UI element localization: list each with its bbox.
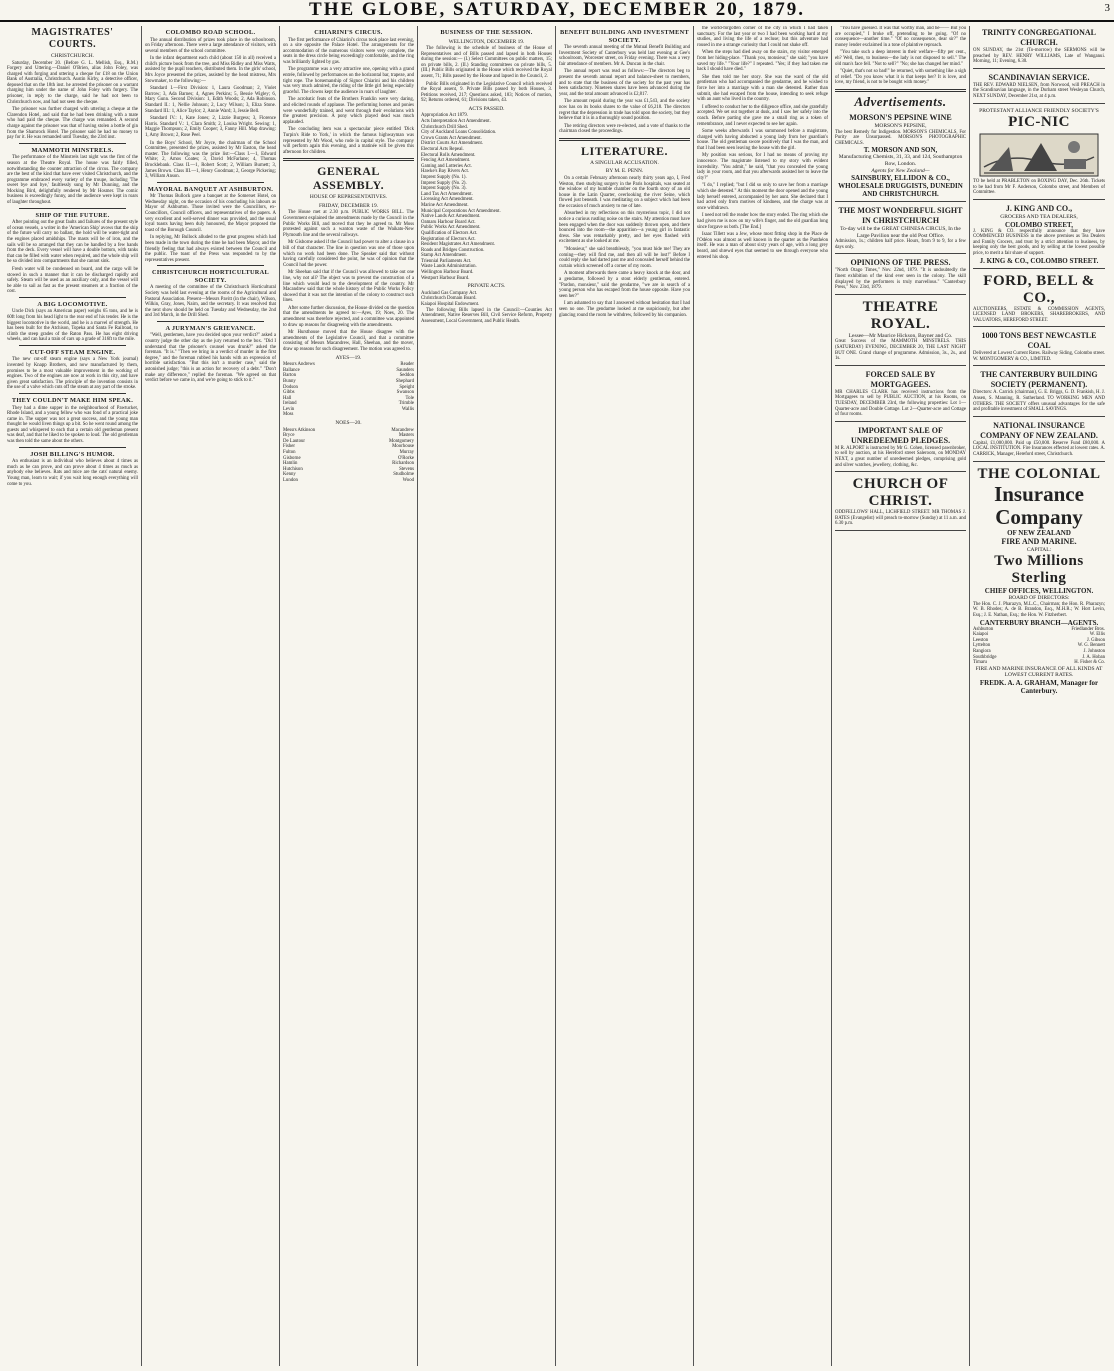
act-item: Public Works Act Amendment. xyxy=(421,225,481,231)
ad-trinity-church xyxy=(973,26,1105,69)
agents-list xyxy=(973,627,1105,666)
ad-heading: MORSON'S PEPSINE WINE xyxy=(849,112,952,122)
ad-subheading: OF NEW ZEALAND xyxy=(1007,528,1071,537)
article-paragraph: A meeting of the committee of the Christchurch Horticultural Society was held last evening at the rooms of the Agricultural and Pastoral Association. Present—Messrs Pavitt (in the chair), Wilson, Wilkin, Gray, Jones, Nairn, and the secretary. It was resolved that the next show should be held on Tuesday and Wednesday, the 2nd and 3rd March, in the Drill Shed. xyxy=(145,285,276,319)
horticultural-heading: CHRISTCHURCH HORTICULTURAL SOCIETY. xyxy=(151,269,270,284)
column-6 xyxy=(694,26,832,1366)
ad-subheading: To-day will be the GREAT CHINESA CIRCUS, In the Large Pavilion near the old Post Office. xyxy=(840,226,961,239)
article-paragraph: Isaac Tillett was a Jew, whose most fitting shop in the Place de l'Odéon was almost as well known in the quarter as the Panthéon itself. He was a man of about sixty years of age, with a long grey beard, and shrewd eyes that seemed to see through everyone who entered his shop. xyxy=(697,232,828,260)
agent-item: Leeston J. Gibson xyxy=(973,637,1105,643)
acts-heading: ACTS PASSED. xyxy=(468,105,505,112)
list-item: Hall Tole xyxy=(283,395,414,401)
newspaper-title: THE GLOBE, SATURDAY, DECEMBER 20, 1879. xyxy=(309,0,805,20)
act-item: Fencing Act Amendment. xyxy=(421,158,471,164)
agent-item: Ashburton Friedlander Bros. xyxy=(973,626,1105,632)
ad-text: Delivered at Lowest Current Rates. Railway Siding, Colombo street. W. MONTGOMERY & CO., LIMITED. xyxy=(973,351,1105,362)
ad-heading: NATIONAL INSURANCE COMPANY OF NEW ZEALAND. xyxy=(980,420,1098,440)
ad-agents-label: Agents for New Zealand— xyxy=(871,167,930,174)
capital-label: CAPITAL: xyxy=(1026,546,1052,553)
ad-text: AUCTIONEERS, ESTATE & COMMISSION AGENTS, LICENSED LAND BROKERS, SHAREBROKERS, AND VALUATORS, HEREFORD STREET. xyxy=(973,306,1105,323)
double-divider xyxy=(835,89,966,92)
column-3 xyxy=(280,26,418,1366)
act-item: Imprest Supply (No. 3). xyxy=(421,186,467,192)
column-7 xyxy=(832,26,970,1366)
list-item: Kenny Studholme xyxy=(283,472,414,478)
article-paragraph: Absorbed in my reflections on this mysterious topic, I did not notice a curious rustling noise on the stairs. My attention must have been engaged when the door was suddenly thrown open, and there bounced into the room—the apparition—a young girl in fantastic dress. She was remarkably pretty, and her eyes flashed with excitement as she looked at me. xyxy=(559,211,690,245)
article-paragraph: The amount repaid during the year was £1,543, and the society now has on its books shares to the value of £6,218. The directors regret that the depression in trade has told upon the society, but they believe that it is in a thoroughly sound position. xyxy=(559,99,690,122)
ad-subheading: FIRE AND MARINE. xyxy=(1001,536,1077,546)
list-item: Ballance Saunders xyxy=(283,367,414,373)
ad-heading: THEATRE ROYAL. xyxy=(862,298,939,332)
minstrels-heading: MAMMOTH MINSTRELS. xyxy=(31,146,114,154)
act-item: Hawke's Bay Rivers Act. xyxy=(421,169,470,175)
ad-subheading: COLOMBO STREET, xyxy=(1005,220,1073,229)
ad-address: J. KING & CO., COLOMBO STREET. xyxy=(979,256,1099,265)
article-paragraph: The concluding item was a spectacular piece entitled 'Dick Turpin's Ride to York,' in which the famous highwayman was represented by Mr Wood, who rode in capital style. The company will perform again this evening, and a matinée will be given this afternoon for children. xyxy=(283,127,414,155)
ad-heading: PROTESTANT ALLIANCE FRIENDLY SOCIETY'S xyxy=(979,107,1099,114)
article-paragraph: "Monsieur," she said breathlessly, "you must hide me! They are coming—they will find me, and then all will be lost!" Before I could reply she had darted past me and concealed herself behind the curtain which screened off a corner of my room. xyxy=(559,247,690,269)
board-text: The Hon. C. J. Pharazyn, M.L.C., Chairman; the Hon. R. Pharazyn; W. B. Rhodes; A. de B. Brandon, Esq., M.H.R.; W. Hort Levin, Esq.; J. E. Nathan, Esq.; the Hon. W. Fitzherbert. xyxy=(973,601,1105,618)
article-paragraph: Standard I.—First Division: 1, Laura Goodman; 2, Violet Barrow; 3, Ada Barnes; 4, Agnes Perkins; 5, Bessie Wigley; 6, Mary Gunn. Second Division: 1, Edith Woods; 2, Ada Robinson. Standard II.: 1, Nellie Johnson; 2, Lucy Wilson; 3, Eliza Stone. Standard III.: 1, Alice Taylor; 2, Annie Ward; 3, Jessie Bell. xyxy=(145,86,276,114)
act-item: Imprest Supply (No. 2). xyxy=(421,180,467,186)
act-item: Stamp Act Amendment. xyxy=(421,253,467,259)
act-item: Qualification of Electors Act. xyxy=(421,230,478,236)
ad-heading: THE COLONIAL xyxy=(977,465,1101,482)
column-4 xyxy=(418,26,556,1366)
list-item: Levin Wallis xyxy=(283,406,414,412)
ad-heading: 1000 TONS BEST NEWCASTLE COAL xyxy=(981,331,1097,351)
billings-heading: JOSH BILLING'S HUMOR. xyxy=(30,450,115,458)
article-paragraph: "You take such a deep interest in their welfare—fifty per cent., eh? Well, then, to business—the lady is not disposed to sell." The old man's face fell. "Not to sell?" "No; she has changed her mind." xyxy=(835,50,966,67)
list-item: Gisborne O'Rorke xyxy=(283,455,414,461)
ad-text: ODDFELLOWS' HALL, LICHFIELD STREET. MR THOMAS J. BATES (Evangelist) will preach to-morrow (Sunday) at 11 a.m. and 6.30 p.m. xyxy=(835,510,966,527)
article-paragraph: In replying, Mr Bullock alluded to the great progress which had been made in the town during the time he had been Mayor, and the friendly feeling that had always existed between the Council and the public. The toast of the Press was responded to by the representatives present. xyxy=(145,235,276,263)
ad-heading: THE CANTERBURY BUILDING SOCIETY (PERMANENT). xyxy=(980,370,1098,390)
noes-list xyxy=(283,428,414,484)
general-assembly-heading: GENERAL ASSEMBLY. xyxy=(312,164,385,193)
ad-firm: T. MORSON AND SON, xyxy=(863,146,938,155)
ad-text: The best Remedy for Indigestion. MORSON'S CHEMICALS, For Purity are Unsurpassed. MORSON'S PHOTOGRAPHIC CHEMICALS. xyxy=(835,129,966,146)
column-1 xyxy=(4,26,142,1366)
article-paragraph: The performance of the Minstrels last night was the first of the season at the Theatre Royal. The house was fairly filled, notwithstanding the counter attraction of the circus. The company are the best of the kind that have ever visited Christchurch, and the programme embraced every variety of the troupe, including 'The sweet bye and bye,' faultlessly sung by Mr Dunning, and the Mocking Bird, delightfully rendered by Mr Hosmer. The comic business is exceedingly funny, and the audience were kept in roars of laughter throughout. xyxy=(7,155,138,206)
act-item: Electoral Rolls Amendment. xyxy=(421,152,476,158)
masthead xyxy=(0,0,1114,22)
double-divider xyxy=(283,158,414,161)
article-paragraph: An enthusiast is an individual who believes about 4 times as much as he can prove, and can prove about 4 times as much as anybody else believes. Rats and mice are the cats' natural enemy. Young man, learn to wait; if you wait long enough everything will come to you. xyxy=(7,459,138,487)
agent-item: Southbridge J. A. Hoban xyxy=(973,654,1105,660)
ad-text: M R. ALPORT is instructed by Mr G. Cohen, licensed pawnbroker, to sell by auction, at his Hereford street Saleroom, on MONDAY NEXT, a great number of unredeemed pledges, comprising gold and silver watches, jewellery, clothing, &c. xyxy=(835,445,966,468)
article-paragraph: The first performance of Chiarini's circus took place last evening, on a site opposite the Palace Hotel. The arrangements for the accommodation of the numerous visitors were very complete, the seats in the dress circle being exceedingly comfortable, and the ring was brilliantly lighted by gas. xyxy=(283,37,414,65)
ad-text: Admission, 1s.; children half price. Hours, from 9 to 9, for a few days only. xyxy=(835,239,966,250)
act-item: Resident Magistrates Act Amendment. xyxy=(421,242,496,248)
list-item: Gibbs Swanson xyxy=(283,390,414,396)
ad-ford-bell xyxy=(973,271,1105,328)
article-paragraph: "Well, gentlemen, have you decided upon your verdict?" asked a country judge the other day as the jury returned to the box. "Did I understand that the prisoner's counsel was drunk?" asked the foreman. "It is." "Then we bring in a verdict of murder in the first degree," and the foreman rubbed his hands with an expression of horrible satisfaction. "But this isn't a murder case," said the astonished judge; "this is an action for recovery of a debt." "Don't make any difference," replied the foreman. "We agreed on that verdict before we came in, and we're going to stick to it." xyxy=(145,333,276,384)
act-item: Acts Interpretation Act Amendment. xyxy=(421,119,491,125)
school-heading: COLOMBO ROAD SCHOOL. xyxy=(165,29,256,36)
ad-church-of-christ xyxy=(835,474,966,531)
article-paragraph: "You have guessed. It was that worthy man, and he—— But you are occupied," I broke off, pretending to be going. "Of no consequence—another time." "Of no consequence, dear sir?" the money lender exclaimed in a tone of plaintive reproach. xyxy=(835,26,966,48)
double-divider xyxy=(559,138,690,141)
article-paragraph: Fresh water will be condensed on board, and the cargo will be stowed in such a manner that it can be discharged rapidly and safely. Steam will be used as an auxiliary only, and the vessel will be able to sail as fast as the present steamers at a fraction of the cost. xyxy=(7,266,138,295)
private-acts-list xyxy=(421,291,552,308)
ad-heading: J. KING AND CO., xyxy=(1005,203,1073,213)
article-paragraph: I offered to conduct her to the diligence office, and she gratefully accepted. We set out together at dusk, and I saw her safely into the coach. Before parting she gave me a small ring as a token of remembrance, and I never expected to see her again. xyxy=(697,104,828,127)
private-acts-heading: PRIVATE ACTS. xyxy=(467,283,506,290)
ad-text: TO be held at PRABLETON on BOXING DAY, Dec. 26th. Tickets to be had from Mr F. Anderson, Colombo street, and Members of Committee. xyxy=(973,179,1105,196)
ad-morson-pepsine xyxy=(835,111,966,202)
act-item: Licensing Act Amendment. xyxy=(421,197,474,203)
article-paragraph: On a certain February afternoon nearly thirty years ago, I, Fred Weston, then studying surgery in the Paris hospitals, was seated at the window of my humble chamber on the fourth story of an old house in the Latin Quarter, overlooking the river Seine, which flowed just beneath. I was meditating on a subject which had been the occasion of much anxiety to me of late. xyxy=(559,175,690,209)
divider xyxy=(157,321,264,322)
list-item: Barton Seddon xyxy=(283,373,414,379)
ad-newcastle-coal xyxy=(973,329,1105,366)
agent-item: Timaru H. Fisher & Co. xyxy=(973,660,1105,666)
divider xyxy=(19,143,126,144)
ad-text: Great Success of the MAMMOTH MINSTRELS. THIS (SATURDAY) EVENING, DECEMBER 20, THE LAST NIGHT BUT ONE. Grand change of programme. Admission, 3s., 2s., and 1s. xyxy=(835,339,966,362)
board-label: BOARD OF DIRECTORS: xyxy=(1008,595,1070,602)
list-item: Lundon Wood xyxy=(283,477,414,483)
ad-pledges-sale xyxy=(835,424,966,472)
ad-text: Directors: A. Carrick (chairman), G. E. Briggs, G. D. Frankish, H. J. Ansen, S. Manning, R. Sutherland. TO WORKING MEN AND OTHERS. THE SOCIETY offers unusual advantages for the safe and profitable investment of SMALL SAVINGS. xyxy=(973,390,1105,413)
agent-item: Lyttelton W. G. Bennett xyxy=(973,643,1105,649)
act-item: Crown Grants Act Amendment. xyxy=(421,135,482,141)
advertisements-heading: Advertisements. xyxy=(854,93,947,109)
act-item: Christchurch Drill Shed. xyxy=(421,124,469,130)
article-paragraph: In the infant department each child (about 150 in all) received a child's picture book from the tree, and Miss Ridley and Miss Watts, assisted by the pupil teachers, distributed them. In the girls' school, Mrs Joyce presented the prizes, assisted by the head mistress, Mrs Stowmaker, to the following:— xyxy=(145,56,276,84)
agents-label: CANTERBURY BRANCH—AGENTS. xyxy=(979,618,1099,627)
ad-national-insurance xyxy=(973,419,1105,462)
story-byline: BY M. E. PENN. xyxy=(605,168,644,175)
newspaper-columns xyxy=(4,26,1110,1366)
ad-subheading: Lessee—Mr Maurice Hickson, Bayner and Co. xyxy=(848,332,953,339)
ad-picnic xyxy=(973,106,1105,200)
ad-heading-large: PIC-NIC xyxy=(1008,114,1070,131)
article-paragraph: Some weeks afterwards I was summoned before a magistrate, charged with having abducted a young lady from her guardian's house. The old gentleman swore positively that I was the man, and that I had been seen leaving the house with the girl. xyxy=(697,129,828,151)
article-paragraph: Mr Hursthouse moved that the House disagree with the amendments of the Legislative Council, and that a committee consisting of Messrs Macandrew, Hall, Sheehan, and the mover, draw up reasons for such disagreement. The motion was agreed to. xyxy=(283,330,414,353)
page-number: 3 xyxy=(1104,2,1110,14)
story-title: A SINGULAR ACCUSATION. xyxy=(590,159,659,166)
act-item: Appropriation Act 1879. xyxy=(421,113,469,119)
article-paragraph: Mr Gisborne asked if the Council had power to alter a clause in a bill of that character. The line in question was one of those upon which no work had been done. The Speaker said that without having carefully considered the point, he was of opinion that the Council had the power. xyxy=(283,240,414,268)
article-paragraph: The following is the schedule of business of the House of Representatives and of Bills passed and lapsed in both Houses during the session:— (I.) Select Committees on public matters, 15; on private bills, 2. (II.) Standing committees on private bills, 5. (III.) Public Bills originated in the House which received the Royal assent, 71; Bills passed by the House and lapsed in the Council, 2. xyxy=(421,46,552,79)
ayes-heading: AYES—19. xyxy=(335,354,362,361)
ad-address: Manufacturing Chemists, 31, 33, and 124, Southampton Row, London. xyxy=(838,154,963,167)
ad-j-king xyxy=(973,202,1105,269)
list-item: De Lautour Montgomery xyxy=(283,438,414,444)
article-paragraph: The acrobatic feats of the Brothers Franklin were very daring, and elicited rounds of applause. The performing horses and ponies were wonderfully trained, and went through their evolutions with the greatest precision. A pony which played dead was much applauded. xyxy=(283,97,414,125)
ad-footer: FIRE AND MARINE INSURANCE OF ALL KINDS AT LOWEST CURRENT RATES. xyxy=(975,665,1103,679)
article-paragraph: The annual report was read as follows:—The directors beg to present the seventh annual report and balance-sheet to members, and to state that the business of the society for the past year has been satisfactory. Nineteen shares have been advanced during the year, and the total amount advanced is £2,817. xyxy=(559,69,690,97)
benefit-heading: BENEFIT BUILDING AND INVESTMENT SOCIETY. xyxy=(559,29,690,44)
article-paragraph: The retiring directors were re-elected, and a vote of thanks to the chairman closed the proceedings. xyxy=(559,123,690,135)
act-item: Marine Act Amendment. xyxy=(421,202,469,208)
act-item: Municipal Corporations Act Amendment. xyxy=(421,208,501,214)
article-paragraph: I need not tell the reader how the story ended. The ring which she had given me is now on my wife's finger, and the old guardian long since forgave us both. [The End.] xyxy=(697,213,828,230)
act-item: Gaming and Lotteries Act. xyxy=(421,163,472,169)
article-paragraph: the world-forgotten corner of the city in which I had taken sanctuary. For the last year or two I had been working hard at my studies, and living the life of a recluse; but this adventure had roused in me a strange curiosity that I could not shake off. xyxy=(697,26,828,48)
list-item: Bryce Masters xyxy=(283,433,414,439)
list-item: Dodson Speight xyxy=(283,384,414,390)
speak-heading: THEY COULDN'T MAKE HIM SPEAK. xyxy=(11,397,134,404)
picnic-engraving-image xyxy=(979,133,1099,177)
act-item: Electoral Acts Repeal. xyxy=(421,147,464,152)
divider xyxy=(19,345,126,346)
ad-heading-large: Insurance Company xyxy=(994,481,1084,529)
capital-value: Two Millions Sterling xyxy=(994,553,1084,587)
list-item: Fisher Moorhouse xyxy=(283,444,414,450)
article-paragraph: The annual distribution of prizes took place in the schoolroom, on Friday afternoon. There were a large attendance of visitors, with several members of the school committee. xyxy=(145,37,276,54)
article-paragraph: The programme was a very attractive one, opening with a grand entrée, followed by performances on the horizontal bar, trapeze, and tight rope. The horsemanship of Signor Chiarini and his children was very much admired, the riding of the little girl being especially graceful. The clowns kept the audience in roars of laughter. xyxy=(283,67,414,95)
ad-text: J. KING & CO. respectfully announce that they have COMMENCED BUSINESS in the above premises as Tea Dealers and Family Grocers, and trust by a strict attention to business, by keeping only the best goods, and by selling at the lowest possible price, to merit a fair share of support. xyxy=(973,228,1105,256)
ad-heading: IMPORTANT SALE OF UNREDEEMED PLEDGES. xyxy=(850,425,951,445)
agent-item: Rangiora J. Johnston xyxy=(973,648,1105,654)
act-item: Imprest Supply (No. 1). xyxy=(421,174,467,180)
act-item: City of Auckland Loans Consolidation. xyxy=(421,130,497,136)
date-subheading: FRIDAY, DECEMBER 19. xyxy=(318,202,378,209)
agent-item: Kaiapoi W. Ellis xyxy=(973,632,1105,638)
ad-text: Capital, £1,000,000. Paid up £50,000. Reserve Fund £80,000. A LOCAL INSTITUTION. Fire Insurances effected at lowest rates. A. CARRICK, Manager, Hereford street, Christchurch. xyxy=(973,440,1105,458)
list-item: Bunny Shephard xyxy=(283,378,414,384)
ad-text: ON SUNDAY, the 21st (To-morrow) the SERMONS will be preached by REV. HENRY WILLIAMS, Late of Wanganui. Morning, 11; Evening, 6.30. xyxy=(973,48,1105,65)
ad-text: THE REV. EDWARD NIELSEN, from Norwood, will PREACH in the Scandinavian language, in the Durham street Wesleyan Church, NEXT SUNDAY, December 21st, at 4 p.m. xyxy=(973,82,1105,99)
list-item: Messrs Atkinson Macandrew xyxy=(283,427,414,433)
article-paragraph: In the Boys' School, Mr Joyce, the chairman of the School Committee, presented the prizes, assisted by Mr Easton, the head master. The following was the prize list:—Class I.—1, Edward White; 2, Amos Coates; 3, David McFarlane; 4, Thomas Brocklebank. Class II.—1, Robert Scott; 2, William Burnett; 3, James Brown. Class III.—1, Henry Goodman; 2, George Pickering; 3, William Anson. xyxy=(145,140,276,180)
house-subheading: HOUSE OF REPRESENTATIVES. xyxy=(309,194,388,201)
list-item: Ireland Trimble xyxy=(283,401,414,407)
divider xyxy=(19,208,126,209)
chief-office: CHIEF OFFICES, WELLINGTON. xyxy=(984,587,1094,596)
act-item: Land Tax Act Amendment. xyxy=(421,191,473,197)
article-paragraph: I am ashamed to say that I answered without hesitation that I had seen no one. The gendarme looked at me suspiciously, but after glancing round the room he withdrew, followed by his companion. xyxy=(559,301,690,318)
ad-heading: TRINITY CONGREGATIONAL CHURCH. xyxy=(981,28,1096,47)
magistrates-heading: MAGISTRATES' COURTS. xyxy=(31,27,114,50)
act-item: Roads and Bridges Construction. xyxy=(421,247,485,253)
ad-heading: SCANDINAVIAN SERVICE. xyxy=(988,72,1090,82)
banquet-heading: MAYORAL BANQUET AT ASHBURTON. xyxy=(147,185,274,193)
private-act-item: Auckland Gas Company Act. xyxy=(421,290,478,296)
business-heading: BUSINESS OF THE SESSION. xyxy=(440,29,533,36)
ad-heading: CHURCH OF CHRIST. xyxy=(852,476,949,510)
column-5 xyxy=(556,26,694,1366)
article-paragraph: When the steps had died away on the stairs, my visitor emerged from her hiding-place. "Thank you, monsieur," she said; "you have saved my life." "Your life?" I repeated. "Yes; if they had taken me back I should have died." xyxy=(697,50,828,73)
ad-theatre-royal xyxy=(835,297,966,366)
list-item: Moss xyxy=(283,412,294,418)
article-paragraph: Uncle Dick (says an American paper) weighs 65 tons, and he is 60ft long from his head light to the rear end of his tender. He is the biggest locomotive in the world, and he is a marvel of strength. He has been built for the Atchison, Topeka and Santa Fe Railroad, to climb the steep grades of the Raton Pass. He has eight driving wheels, and can haul a train of cars up a grade of 316ft to the mile. xyxy=(7,309,138,343)
ad-subheading: GROCERS AND TEA DEALERS, xyxy=(1000,213,1078,220)
article-paragraph: A moment afterwards there came a heavy knock at the door, and a gendarme, followed by a stout elderly gentleman, entered. "Pardon, monsieur," said the gendarme, "we are in search of a young person who has escaped from the house opposite. Have you seen her?" xyxy=(559,271,690,299)
article-paragraph: After some further discussion, the House divided on the question that the amendments be agreed to:—Ayes, 19; Noes, 20. The amendment was therefore rejected, and a committee was appointed to draw up reasons for disagreeing with the amendments. xyxy=(283,305,414,328)
private-act-item: Kaiapoi Hospital Endowment. xyxy=(421,301,480,307)
ad-heading: THE MOST WONDERFUL SIGHT IN CHRISTCHURCH xyxy=(838,206,963,226)
act-item: Waste Lands Administration. xyxy=(421,264,477,270)
divider xyxy=(19,393,126,394)
list-item: Hutchison Stevens xyxy=(283,466,414,472)
ad-heading: FORD, BELL & CO., xyxy=(983,272,1095,306)
act-item: Oamaru Harbour Board Act. xyxy=(421,219,476,225)
ad-forced-sale xyxy=(835,368,966,422)
article-paragraph: Mr Thomas Bullock gave a banquet at the Somerset Hotel, on Wednesday night, on the occasion of his concluding his labours as Mayor of Ashburton. Those invited were the Councillors, ex-Councillors, Council officers, and representatives of the papers. A very excellent and well-served dinner was provided, and the usual loyal toasts having been duly honoured, the Mayor proposed the toast of the Borough Council. xyxy=(145,194,276,233)
article-paragraph: Saturday, December 20. (Before G. L. Mellish, Esq., R.M.) Forgery and Uttering.—Daniel O'Brien, alias John Foley, was charged with forging and uttering a cheque for £18 on the Union Bank of Australia, Christchurch. Austin Kirby, a detective officer, deposed that on the 18th inst. he arrested the prisoner on a warrant charging him under the name of John Foley with forgery. The prisoner, in reply to the charge, said he had not been to Christchurch now, and had not seen the cheque. xyxy=(7,60,138,105)
article-paragraph: They had a dime supper in the neighbourhood of Pawtucket, Rhode Island, and a young fellow who was fond of a practical joke came in. The supper was not a great success, and the young man thought he would liven things up a bit. So he went round among the guests and whispered to each that a certain old gentleman present was deaf, and that he liked to be spoken to loud. The old gentleman was then told the same about the others. xyxy=(7,405,138,445)
private-act-item: Christchurch Domain Board. xyxy=(421,296,477,302)
grievance-heading: A JURYMAN'S GRIEVANCE. xyxy=(165,324,256,332)
article-paragraph: The prisoner was further charged with uttering a cheque at the Clarendon Hotel, and said that he had been drinking with a mate who had paid the cheque. The charge was remanded. A second charge against the prisoner was that of having stolen a bottle of gin from the Shamrock Hotel. The prisoner said he had no money to pay for it. He was remanded until Tuesday, the 23rd inst. xyxy=(7,107,138,141)
column-2 xyxy=(142,26,280,1366)
list-item: Messrs Andrews Reader xyxy=(283,362,414,368)
ad-subheading: MORSON'S PEPSINE, xyxy=(874,122,927,129)
ad-press-opinions xyxy=(835,256,966,294)
act-item: Westport Harbour Board. xyxy=(421,275,470,281)
article-paragraph: Standard IV.: 1, Kate Jones; 2, Lizzie Burgess; 3, Florence Harris. Standard V.: 1, Clara Smith; 2, Louisa Wright. Sewing: 1, Maggie Thompson; 2, Emily Cooper; 3, Fanny Hill. Map drawing: 1, Amy Brown; 2, Rose Peel. xyxy=(145,116,276,138)
article-paragraph: The seventh annual meeting of the Mutual Benefit Building and Investment Society of Canterbury was held last evening at Gee's schoolroom, Worcester street, on Friday evening. There was a very fair attendance of members. Mr A. Duncan in the chair. xyxy=(559,45,690,67)
article-paragraph: "Quiet, that's not so bad!" he returned, with something like a sigh of relief. "Do you know what it is that keeps her? It is love, and love, my friend, is not to be bought with money." xyxy=(835,69,966,86)
locomotive-heading: A BIG LOCOMOTIVE. xyxy=(37,300,108,308)
dateline: WELLINGTON, DECEMBER 19. xyxy=(448,38,525,45)
act-item: Wellington Harbour Board. xyxy=(421,270,474,276)
article-paragraph: Mr Sheehan said that if the Council was allowed to take out one line, why not all? The object was to prevent the construction of a line which would lead to the development of the country. Mr Macandrew said that the whole history of the Public Works Policy showed that it was not the intention of the colony to construct such lines. xyxy=(283,270,414,304)
list-item: Fulton Murray xyxy=(283,449,414,455)
article-paragraph: "I do," I replied; "but I did so only to save her from a marriage which she detested." At this moment the door opened and the young lady herself entered, accompanied by her aunt. She declared that I had acted only from motives of kindness, and the charge was at once withdrawn. xyxy=(697,183,828,211)
ad-chinese-circus xyxy=(835,204,966,254)
article-paragraph: The new cut-off steam engine (says a New York journal) invented by Knapp Brothers, and now manufactured by them, promises to be a most valuable improvement in the working of engines. Two of the engines are now at work in this city, and have given great satisfaction. The principle of the invention consists in the use of a valve which cuts off the steam at any part of the stroke. xyxy=(7,357,138,391)
literature-heading: LITERATURE. xyxy=(581,143,668,158)
divider xyxy=(19,297,126,298)
act-item: Native Lands Act Amendment. xyxy=(421,214,481,220)
divider xyxy=(157,182,264,183)
manager-name: FREDK. A. A. GRAHAM, Manager for Canterbury. xyxy=(979,678,1099,695)
ad-colonial-insurance xyxy=(973,464,1105,698)
article-paragraph: Public Bills originated in the Legislative Council which received the Royal assent, 9. Private Bills passed by both Houses, 3. Petitions received, 217; Questions asked, 183; Notices of motion, 92; Returns ordered, 61; Divisions taken, 43. xyxy=(421,81,552,104)
ad-building-society xyxy=(973,368,1105,416)
act-item: District Courts Act Amendment. xyxy=(421,141,484,147)
column-8 xyxy=(970,26,1108,1366)
act-item: Triennial Parliaments Act. xyxy=(421,258,472,264)
noes-heading: NOES—20. xyxy=(335,420,362,427)
ad-heading: FORCED SALE BY MORTGAGEES. xyxy=(865,369,936,389)
ship-heading: SHIP OF THE FUTURE. xyxy=(35,211,110,219)
article-paragraph: The House met at 2.30 p.m. PUBLIC WORKS BILL. The Government explained the amendments made by the Council in the Public Works Bill, and moved that they be agreed to. Mr Moss protested against such a wanton waste of the Waikato-New Plymouth line and the several railways. xyxy=(283,210,414,238)
divider xyxy=(157,265,264,266)
article-paragraph: The following Bills lapsed in the Council:—Counties Act Amendment, Native Reserves Bill, Civil Service Reform, Property Assessment, Local Government, and Public Health. xyxy=(421,307,552,324)
ad-text: MR CHARLES CLARK has received instructions from the Mortgagees to sell by PUBLIC AUCTION, at his Rooms, on TUESDAY, DECEMBER 23rd, the following properties: Lot 1—Quarter-acre and Double Cottage. Lot 2—Quarter-acre and Cottage of four rooms. xyxy=(835,389,966,418)
divider xyxy=(19,447,126,448)
list-item: Hamlin Richardson xyxy=(283,461,414,467)
article-paragraph: She then told me her story. She was the ward of the old gentleman who had accompanied the gendarme, and he wished to force her into a marriage with a man she detested. Rather than submit, she had escaped from the house, intending to seek refuge with an aunt who lived in the country. xyxy=(697,74,828,103)
article-paragraph: My position was serious, for I had no means of proving my innocence. The magistrate listened to my story with evident incredulity. "You admit," he said, "that you concealed the young lady in your room, and that you afterwards assisted her to leave the city?" xyxy=(697,153,828,181)
ad-scandinavian-service xyxy=(973,71,1105,104)
ad-heading: OPINIONS OF THE PRESS. xyxy=(850,258,951,268)
acts-list xyxy=(421,113,552,281)
ad-text: "North Otago Times," Nov. 22nd, 1879. "It is undoubtedly the finest exhibition of the kind ever seen in the colony. The skill displayed by the performers is truly marvellous." "Canterbury Press," Nov. 23rd, 1879. xyxy=(835,268,966,291)
ad-agent-name: SAINSBURY, ELLIDON & CO., WHOLESALE DRUGGISTS, DUNEDIN AND CHRISTCHURCH. xyxy=(838,174,963,199)
steam-engine-heading: CUT-OFF STEAM ENGINE. xyxy=(29,348,116,356)
ayes-list xyxy=(283,362,414,418)
christchurch-subheading: CHRISTCHURCH. xyxy=(51,53,94,59)
article-paragraph: After pointing out the great faults and failures of the present style of ocean vessels, a writer in the 'American Ship' avows that the ship of the future will carry no ballast, the hold will be water-tight and the engines placed amidships. The masts will be of iron, and the sails will be so arranged that they can be handled by a few hands from the deck. Every vessel will have a double bottom, with tanks that can be filled with water when required, and the whole ship will be so divided into compartments that she cannot sink. xyxy=(7,220,138,265)
circus-heading: CHIARINI'S CIRCUS. xyxy=(314,29,383,36)
act-item: Registration of Electors Act. xyxy=(421,236,476,242)
